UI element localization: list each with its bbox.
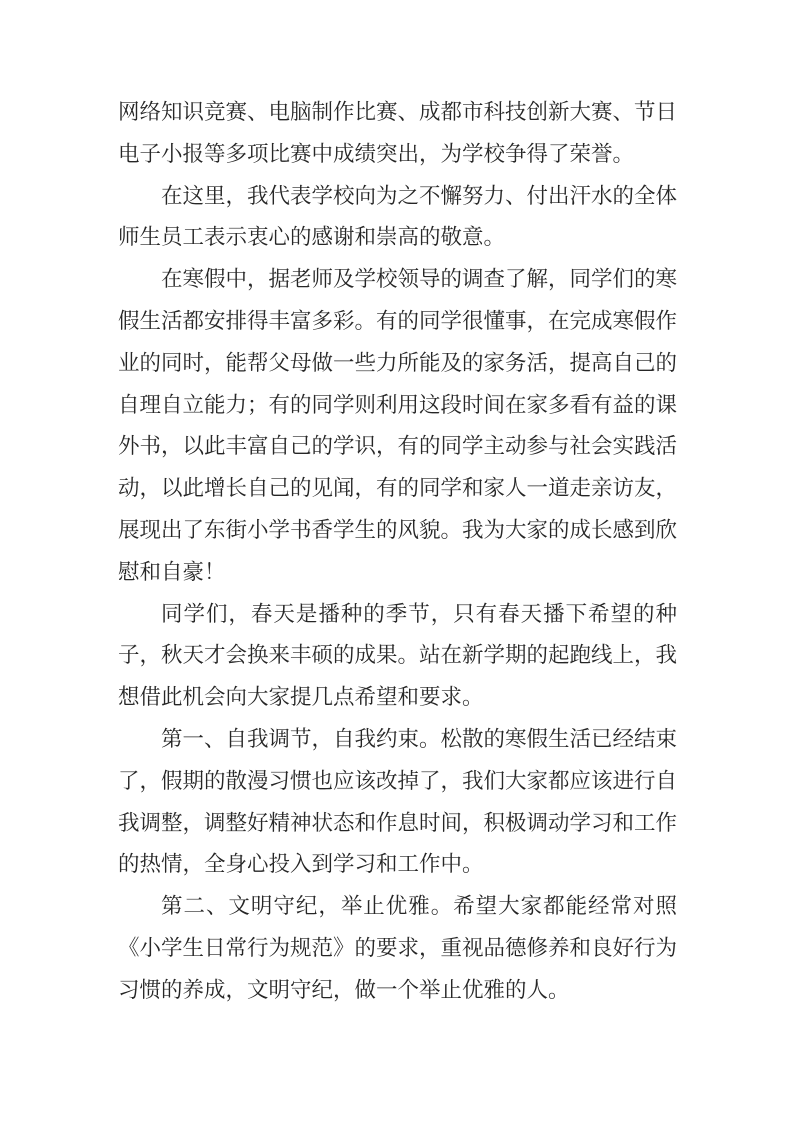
paragraph: 在寒假中，据老师及学校领导的调查了解，同学们的寒假生活都安排得丰富多彩。有的同学很懂事，在完成寒假作业的同时，能帮父母做一些力所能及的家务活，提高自己的自理自立能力；有的同学则利用这段时间在家多看有益的课外书，以此丰富自己的学识，有的同学主动参与社会实践活动，以此增长自己的见闻，有的同学和家人一道走亲访友，展现出了东街小学书香学生的风貌。我为大家的成长感到欣慰和自豪！ — [118, 267, 678, 584]
paragraph: 同学们，春天是播种的季节，只有春天播下希望的种子，秋天才会换来丰硕的成果。站在新学期的起跑线上，我想借此机会向大家提几点希望和要求。 — [118, 601, 678, 710]
paragraph: 网络知识竞赛、电脑制作比赛、成都市科技创新大赛、节日电子小报等多项比赛中成绩突出，为学校争得了荣誉。 — [118, 100, 678, 166]
document-body — [118, 92, 677, 1012]
paragraph: 第二、文明守纪，举止优雅。希望大家都能经常对照《小学生日常行为规范》的要求，重视品德修养和良好行为习惯的养成，文明守纪，做一个举止优雅的人。 — [118, 894, 678, 1002]
paragraph: 第一、自我调节，自我约束。松散的寒假生活已经结束了，假期的散漫习惯也应该改掉了，我们大家都应该进行自我调整，调整好精神状态和作息时间，积极调动学习和工作的热情，全身心投入到学习和工作中。 — [118, 726, 678, 877]
paragraph: 在这里，我代表学校向为之不懈努力、付出汗水的全体师生员工表示衷心的感谢和崇高的敬意。 — [118, 183, 678, 250]
